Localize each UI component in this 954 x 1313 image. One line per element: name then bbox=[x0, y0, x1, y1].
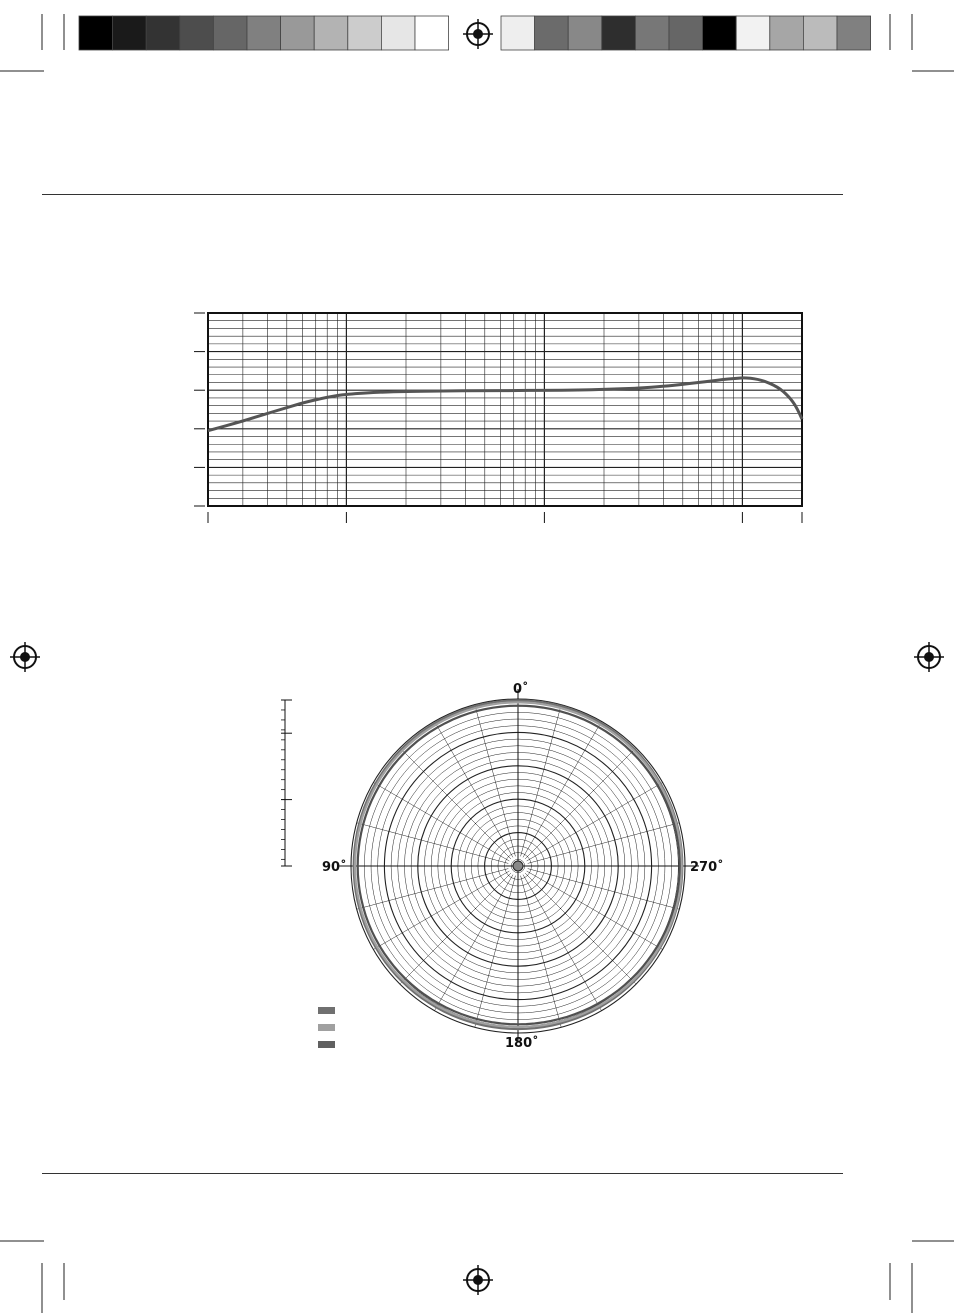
legend-swatch bbox=[318, 1007, 335, 1014]
polar-spoke bbox=[527, 871, 663, 950]
polar-spoke bbox=[527, 783, 663, 862]
angle-label-0: 0˚ bbox=[513, 682, 529, 697]
registration-mark-icon bbox=[463, 1265, 493, 1295]
legend bbox=[318, 1007, 335, 1048]
angle-label-180: 180˚ bbox=[505, 1036, 539, 1051]
polar-spoke bbox=[373, 783, 509, 862]
polar-spoke bbox=[435, 875, 514, 1011]
polar-spoke bbox=[373, 871, 509, 950]
polar-spoke bbox=[523, 721, 602, 857]
crop-mark-bottom-left bbox=[0, 1241, 64, 1313]
radial-scale bbox=[281, 700, 292, 866]
angle-label-270: 270˚ bbox=[690, 860, 724, 875]
angle-label-90: 90˚ bbox=[322, 860, 347, 875]
polar-spoke bbox=[523, 875, 602, 1011]
polar-center bbox=[513, 861, 523, 871]
legend-swatch bbox=[318, 1024, 335, 1031]
polar-spoke bbox=[435, 721, 514, 857]
legend-swatch bbox=[318, 1041, 335, 1048]
footer-rule bbox=[42, 1173, 843, 1174]
crop-mark-bottom-right bbox=[890, 1241, 954, 1313]
polar-grid bbox=[337, 689, 699, 1041]
